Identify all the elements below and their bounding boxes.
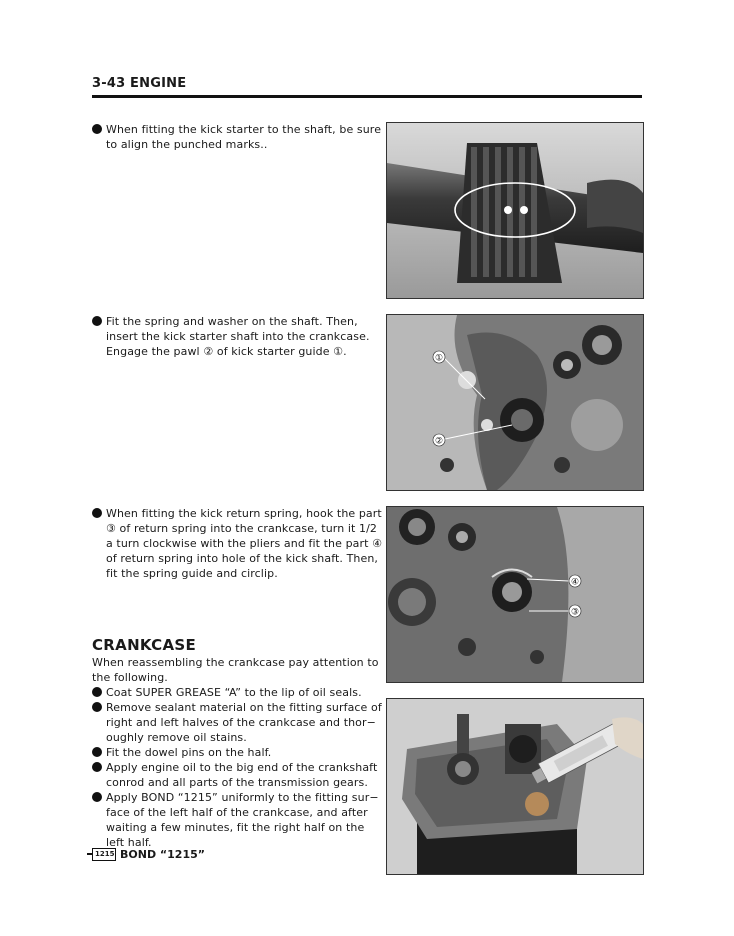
text-line: When fitting the kick return spring, hook the part [106, 507, 382, 520]
bond-tube-icon: 1215 [92, 848, 116, 861]
bullet-item [92, 790, 379, 850]
text-line: waiting a few minutes, fit the right half on the [106, 821, 365, 834]
bullet-icon [92, 316, 102, 326]
kick-starter-guide-photo [386, 314, 644, 491]
text-line: When fitting the kick starter to the shaft, be sure [106, 123, 382, 136]
bullet-item [92, 314, 370, 359]
bullet-icon [92, 687, 102, 697]
intro-line: the following. [92, 671, 168, 684]
bullet-item [92, 506, 383, 581]
kick-starter-shaft-photo [386, 122, 644, 299]
text-line: to align the punched marks.. [106, 138, 268, 151]
crankcase-instructions [92, 655, 382, 850]
text-line: ③ of return spring into the crankcase, turn it 1/2 [106, 522, 378, 535]
page-header: 3-43 ENGINE [92, 76, 187, 91]
text-line: a turn clockwise with the pliers and fit the part ④ [106, 537, 383, 550]
kick-starter-instruction [92, 122, 382, 152]
intro-line: When reassembling the crankcase pay attention to [92, 656, 379, 669]
bullet-icon [92, 124, 102, 134]
text-line: left half. [106, 836, 152, 849]
bond-label: BOND “1215” [120, 848, 205, 861]
callout-3-label: ③ [570, 607, 580, 618]
return-spring-photo [386, 506, 644, 683]
callout-4-label: ④ [570, 577, 580, 588]
text-line: oughly remove oil stains. [106, 731, 247, 744]
text-line: conrod and all parts of the transmission gears. [106, 776, 368, 789]
text-line: Fit the spring and washer on the shaft. Then, [106, 315, 358, 328]
bullet-icon [92, 762, 102, 772]
bullet-icon [92, 792, 102, 802]
spring-washer-instruction [92, 314, 370, 359]
bullet-icon [92, 702, 102, 712]
bullet-icon [92, 747, 102, 757]
text-line: Coat SUPER GREASE “A” to the lip of oil seals. [106, 686, 362, 699]
header-rule [92, 95, 642, 98]
bond-note [92, 848, 205, 861]
text-line: insert the kick starter shaft into the crankcase. [106, 330, 370, 343]
text-line: face of the left half of the crankcase, and after [106, 806, 368, 819]
text-line: Remove sealant material on the fitting surface of [106, 701, 382, 714]
bullet-item [92, 745, 362, 760]
text-line: fit the spring guide and circlip. [106, 567, 278, 580]
text-line: right and left halves of the crankcase and thor− [106, 716, 376, 729]
bullet-item [92, 700, 382, 745]
text-line: Apply engine oil to the big end of the crankshaft [106, 761, 378, 774]
text-line: of return spring into hole of the kick shaft. Then, [106, 552, 379, 565]
crankcase-heading: CRANKCASE [92, 636, 197, 654]
text-line: Engage the pawl ② of kick starter guide ①. [106, 345, 347, 358]
bullet-icon [92, 508, 102, 518]
text-line: Apply BOND “1215” uniformly to the fitting sur− [106, 791, 379, 804]
return-spring-instruction [92, 506, 383, 581]
crankcase-bond-photo [386, 698, 644, 875]
text-line: Fit the dowel pins on the half. [106, 746, 272, 759]
callout-2-label: ② [434, 436, 444, 447]
bullet-item [92, 760, 378, 790]
callout-1-label: ① [434, 353, 444, 364]
bullet-item [92, 122, 382, 152]
bullet-item [92, 685, 362, 700]
